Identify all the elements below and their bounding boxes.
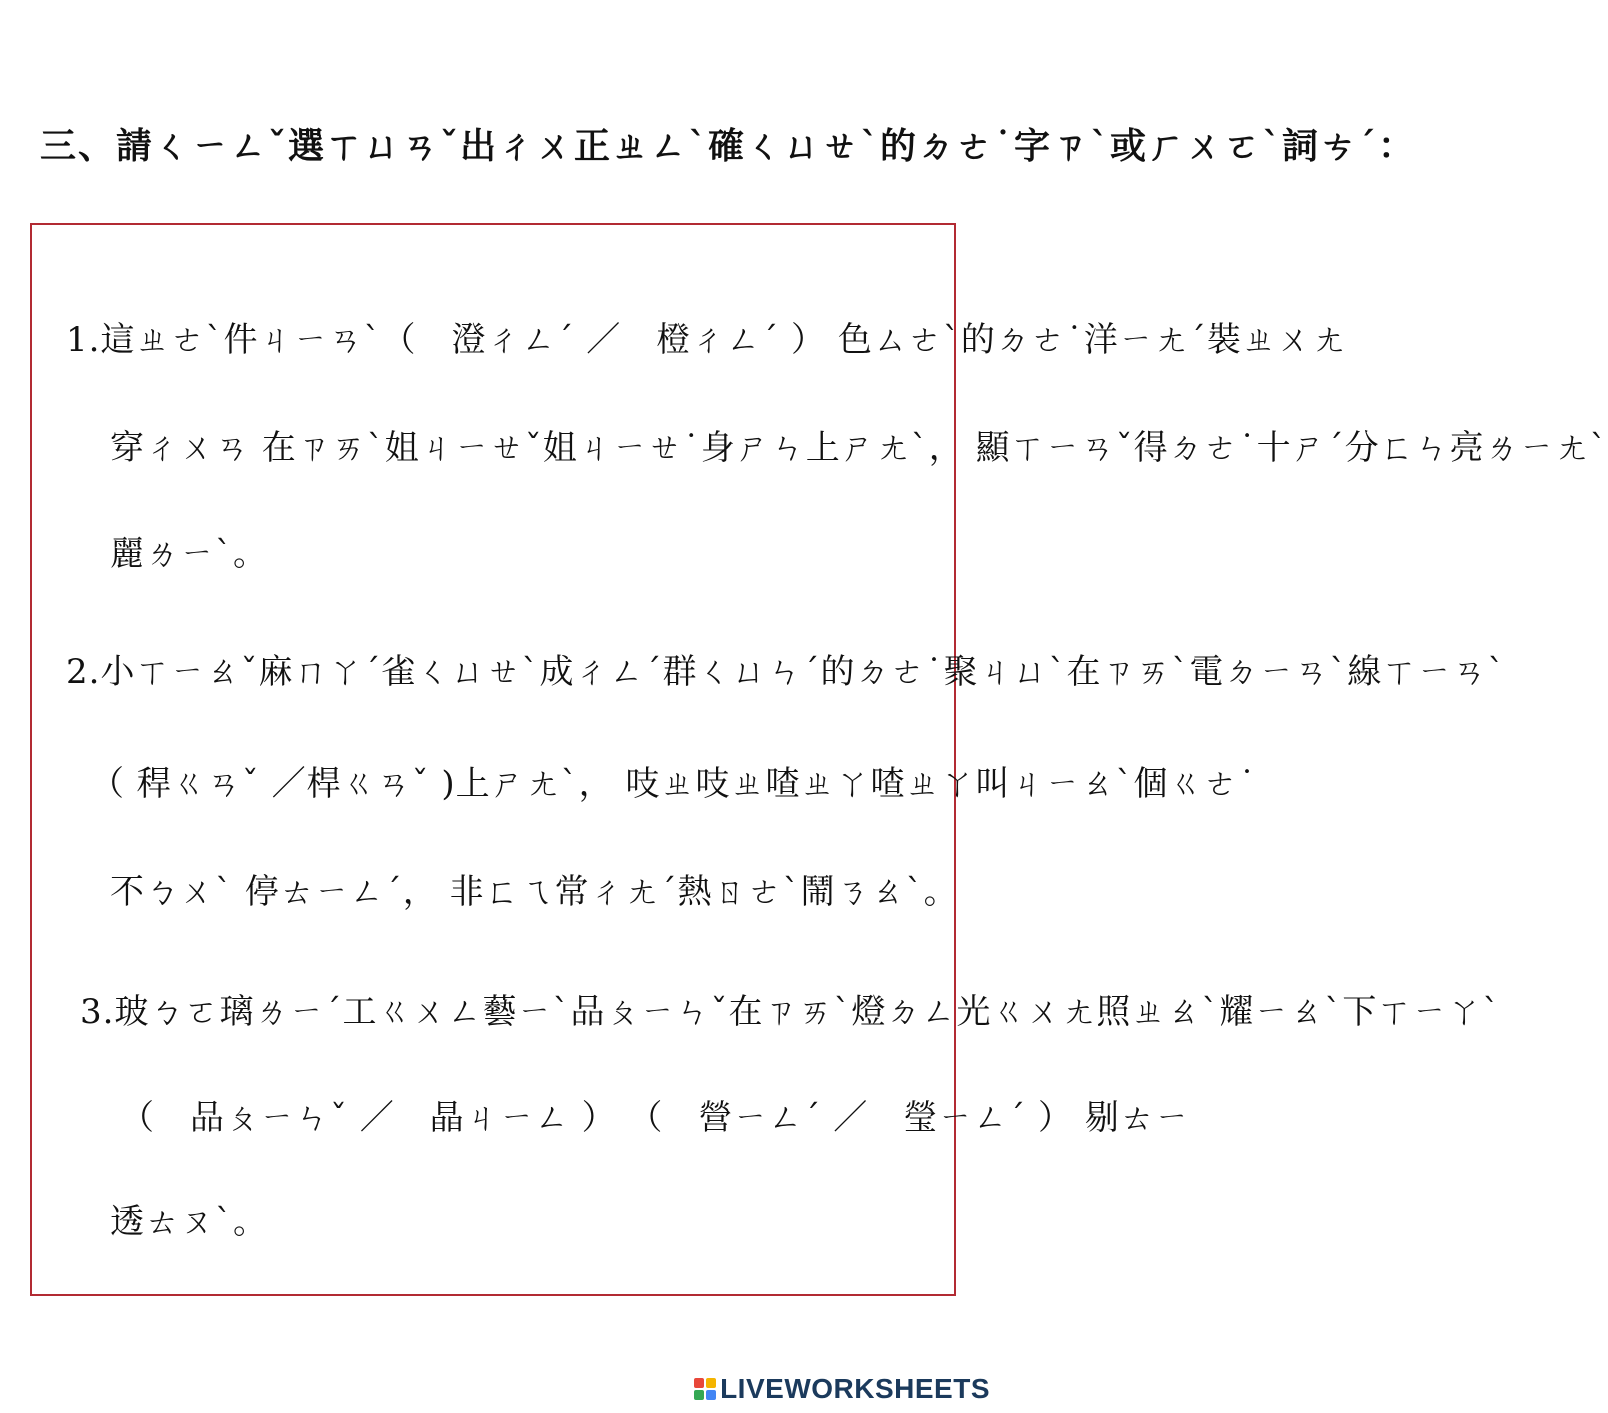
section-heading: 三、請ㄑㄧㄥˇ選ㄒㄩㄢˇ出ㄔㄨ正ㄓㄥˋ確ㄑㄩㄝˋ的ㄉㄜ˙字ㄗˋ或ㄏㄨㄛˋ詞ㄘˊ： [40,125,1417,167]
q1-line-1: 1.這ㄓㄜˋ件ㄐㄧㄢˋ（ 澄ㄔㄥˊ ／ 橙ㄔㄥˊ ） 色ㄙㄜˋ的ㄉㄜ˙洋ㄧㄤˊ裝ㄓㄨㄤ [66,320,1347,360]
q2-line-2: （ 稈ㄍㄢˇ ／桿ㄍㄢˇ )上ㄕㄤˋ， 吱ㄓ吱ㄓ喳ㄓㄚ喳ㄓㄚ叫ㄐㄧㄠˋ個ㄍㄜ˙ [90,764,1257,804]
q3-line-2: （ 品ㄆㄧㄣˇ ／ 晶ㄐㄧㄥ ） （ 營ㄧㄥˊ ／ 瑩ㄧㄥˊ ） 剔ㄊㄧ [120,1098,1190,1138]
logo-text: LIVEWORKSHEETS [720,1373,990,1404]
q3-line-3: 透ㄊㄡˋ。 [110,1202,268,1242]
q2-line-1: 2.小ㄒㄧㄠˇ麻ㄇㄚˊ雀ㄑㄩㄝˋ成ㄔㄥˊ群ㄑㄩㄣˊ的ㄉㄜ˙聚ㄐㄩˋ在ㄗㄞˋ電ㄉㄧㄢˋ線ㄒㄧㄢˋ [66,652,1506,692]
logo-mark-icon [694,1378,716,1400]
liveworksheets-logo [694,1373,990,1405]
q1-line-2: 穿ㄔㄨㄢ 在ㄗㄞˋ姐ㄐㄧㄝˇ姐ㄐㄧㄝ˙身ㄕㄣ上ㄕㄤˋ， 顯ㄒㄧㄢˇ得ㄉㄜ˙十ㄕˊ分ㄈㄣ亮ㄌㄧㄤˋ [110,428,1608,468]
q3-line-1: 3.玻ㄅㄛ璃ㄌㄧˊ工ㄍㄨㄥ藝ㄧˋ品ㄆㄧㄣˇ在ㄗㄞˋ燈ㄉㄥ光ㄍㄨㄤ照ㄓㄠˋ耀ㄧㄠˋ下ㄒㄧㄚˋ [80,992,1501,1032]
q2-line-3: 不ㄅㄨˋ 停ㄊㄧㄥˊ， 非ㄈㄟ常ㄔㄤˊ熱ㄖㄜˋ鬧ㄋㄠˋ。 [110,872,959,912]
q1-line-3: 麗ㄌㄧˋ。 [110,534,268,574]
